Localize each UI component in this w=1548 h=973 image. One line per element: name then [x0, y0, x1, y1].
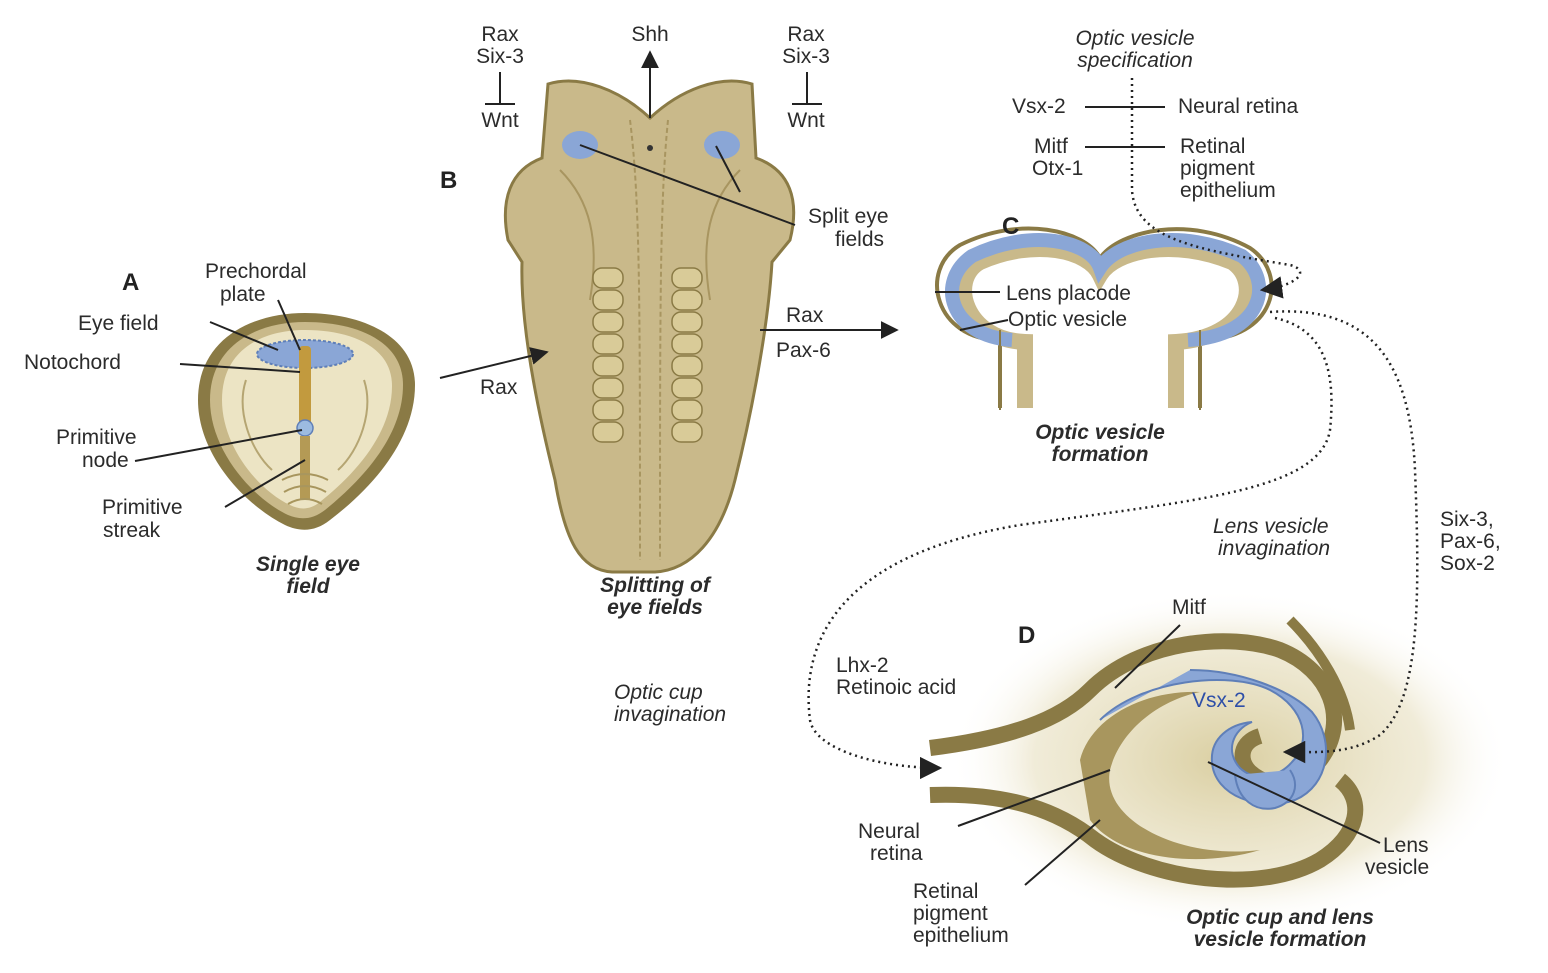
label-lens-placode: Lens placode [1006, 282, 1131, 305]
label-notochord: Notochord [24, 351, 121, 374]
spec-mitf: Mitf [1034, 135, 1068, 158]
label-rpe-1: Retinal [913, 880, 979, 903]
label-prechordal-plate-1: Prechordal [205, 260, 307, 283]
panel-c-caption-1: Optic vesicle [1035, 421, 1165, 444]
label-primitive-node-1: Primitive [56, 426, 137, 449]
label-rax-right: Rax [787, 23, 825, 46]
label-neural-retina-1: Neural [858, 820, 920, 843]
spec-rpe-1: Retinal [1180, 135, 1246, 158]
lens-invagination-2: invagination [1218, 537, 1331, 560]
spec-neural-retina: Neural retina [1178, 95, 1299, 118]
spec-title-2: specification [1077, 49, 1193, 72]
label-split-eye-fields-2: fields [835, 228, 885, 251]
label-wnt-left: Wnt [481, 109, 519, 132]
label-primitive-node-2: node [82, 449, 129, 472]
label-vsx2: Vsx-2 [1192, 689, 1246, 712]
panel-c-caption-2: formation [1051, 443, 1149, 466]
label-eye-field: Eye field [78, 312, 159, 335]
panel-a-letter: A [122, 269, 140, 296]
label-retinoic-acid: Retinoic acid [836, 676, 957, 699]
label-six3-left: Six-3 [476, 45, 524, 68]
label-pax6-b-to-c: Pax-6 [776, 339, 831, 362]
spec-otx1: Otx-1 [1032, 157, 1084, 180]
label-lhx2: Lhx-2 [836, 654, 889, 677]
panel-b-letter: B [440, 167, 458, 194]
panel-a-caption-1: Single eye [256, 553, 360, 576]
label-lens-vesicle-1: Lens [1383, 834, 1429, 857]
spec-vsx2: Vsx-2 [1012, 95, 1066, 118]
cup-invagination-2: invagination [614, 703, 727, 726]
panel-d-caption-2: vesicle formation [1193, 928, 1367, 951]
label-neural-retina-2: retina [870, 842, 923, 865]
label-mitf: Mitf [1172, 596, 1206, 619]
spec-title-1: Optic vesicle [1075, 27, 1195, 50]
label-six3-right: Six-3 [782, 45, 830, 68]
factor-six3: Six-3, [1440, 508, 1494, 531]
label-rpe-3: epithelium [913, 924, 1009, 947]
label-primitive-streak-1: Primitive [102, 496, 183, 519]
label-rpe-2: pigment [913, 902, 988, 925]
factor-pax6: Pax-6, [1440, 530, 1501, 553]
spec-rpe-3: epithelium [1180, 179, 1276, 202]
panel-a-embryo [198, 313, 415, 530]
label-primitive-streak-2: streak [103, 519, 161, 542]
label-optic-vesicle: Optic vesicle [1008, 308, 1128, 331]
panel-b-caption-1: Splitting of [600, 574, 710, 597]
panel-b-caption-2: eye fields [607, 596, 703, 619]
panel-d-optic-cup [930, 590, 1510, 930]
panel-b-neural-plate [505, 81, 793, 572]
label-rax-left: Rax [481, 23, 519, 46]
lens-invagination-1: Lens vesicle [1213, 515, 1329, 538]
label-split-eye-fields-1: Split eye [808, 205, 889, 228]
label-shh: Shh [631, 23, 669, 46]
panel-d-letter: D [1018, 622, 1036, 649]
factor-sox2: Sox-2 [1440, 552, 1495, 575]
label-wnt-right: Wnt [787, 109, 825, 132]
panel-a-caption-2: field [286, 575, 330, 598]
panel-d-caption-1: Optic cup and lens [1186, 906, 1374, 929]
cup-invagination-1: Optic cup [614, 681, 703, 704]
spec-rpe-2: pigment [1180, 157, 1255, 180]
label-rax-a-to-b: Rax [480, 376, 518, 399]
label-rax-b-to-c: Rax [786, 304, 824, 327]
panel-c-letter: C [1002, 213, 1020, 240]
label-lens-vesicle-2: vesicle [1365, 856, 1430, 879]
label-prechordal-plate-2: plate [220, 283, 266, 306]
